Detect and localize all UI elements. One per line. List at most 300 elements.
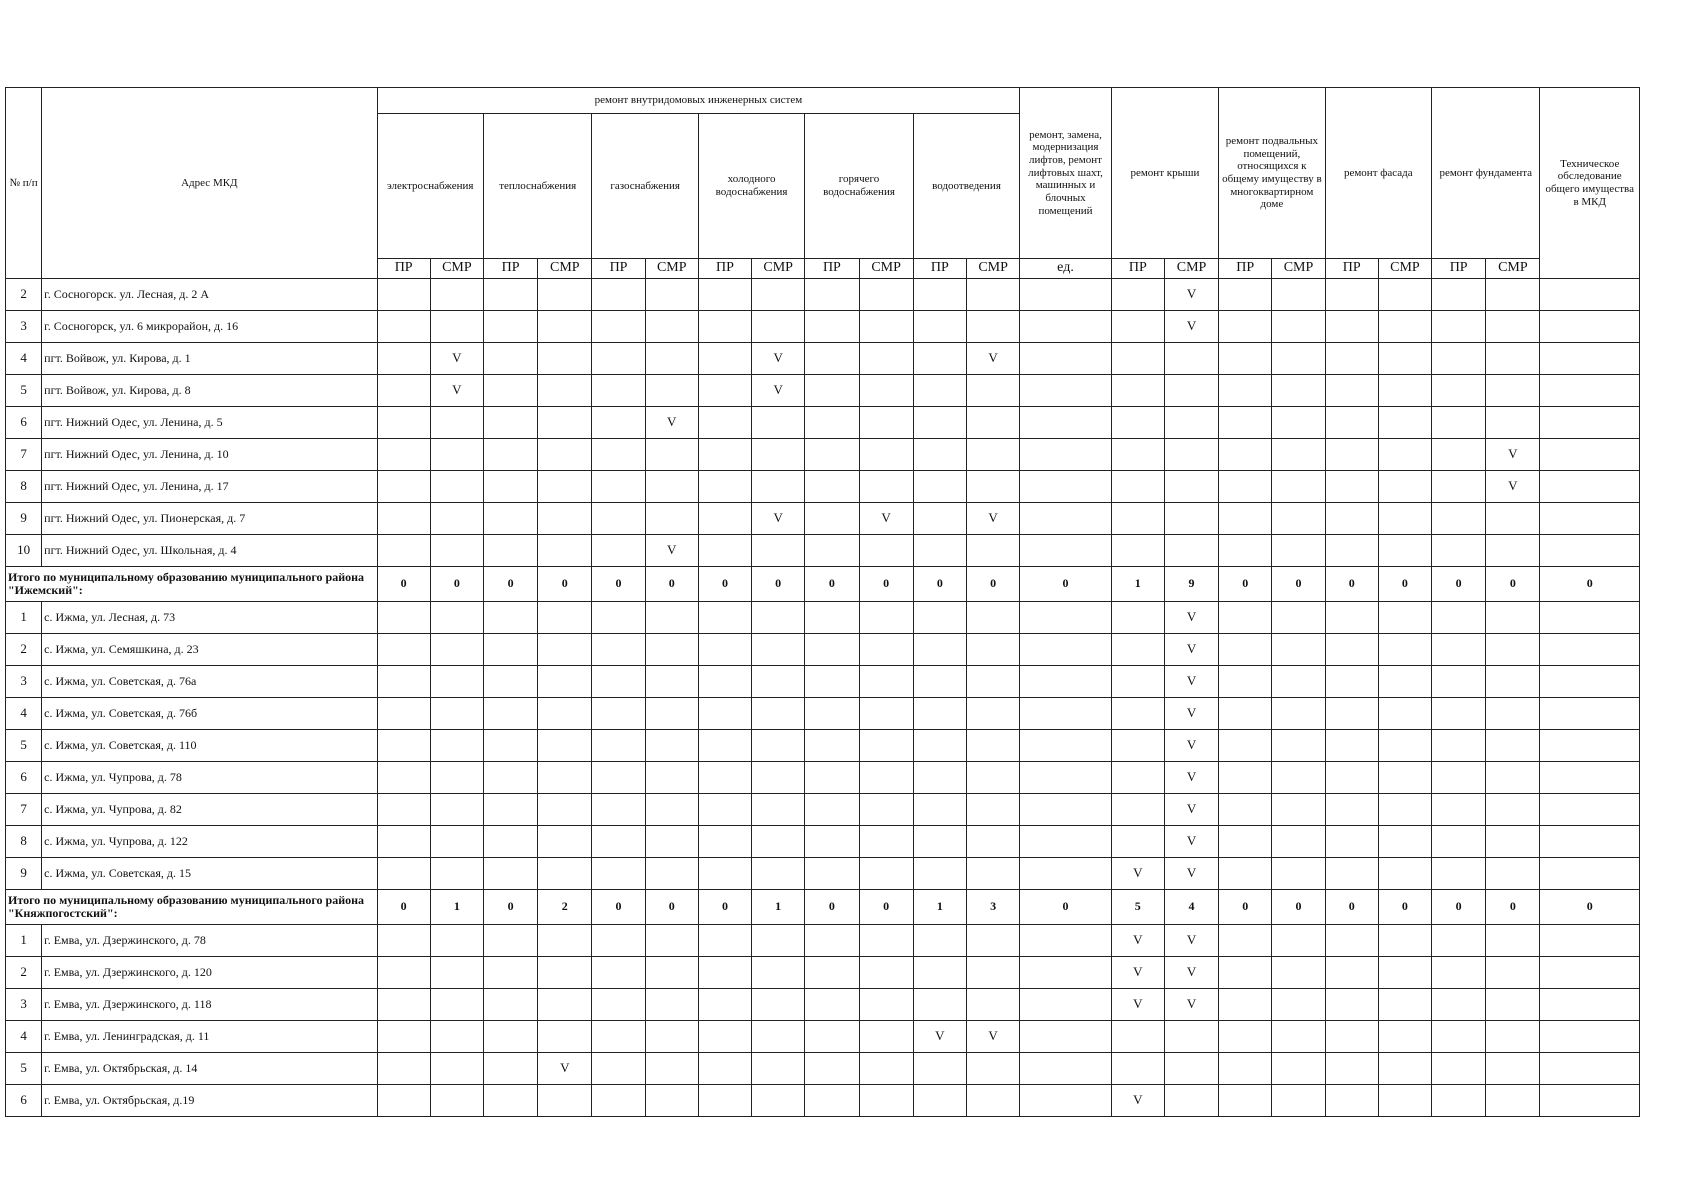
mark-cell-roof-pr: [1111, 471, 1164, 503]
mark-cell-ht-pr: [483, 375, 537, 407]
mark-cell-fc-smr: [1378, 666, 1431, 698]
mark-cell-bs-pr: [1219, 602, 1272, 634]
mark-cell-fc-pr: [1325, 1053, 1378, 1085]
mark-cell-roof-smr: [1164, 375, 1218, 407]
mark-cell-fc-smr: [1378, 1021, 1431, 1053]
mark-cell-hw-pr: [805, 730, 859, 762]
mark-cell-hw-pr: [805, 925, 859, 957]
mark-cell-hw-pr: [805, 279, 859, 311]
total-cell: 0: [805, 567, 859, 602]
mark-cell-gas-smr: [645, 666, 698, 698]
mark-cell-cw-pr: [698, 925, 751, 957]
table-row: [6, 794, 1640, 826]
mark-cell-fc-smr: [1378, 471, 1431, 503]
mark-cell-fc-pr: [1325, 407, 1378, 439]
mark-cell-wd-smr: V: [966, 1021, 1019, 1053]
mark-cell-tech: [1540, 279, 1640, 311]
mark-cell-ht-pr: [483, 989, 537, 1021]
mark-cell-roof-pr: V: [1111, 957, 1164, 989]
row-number: 10: [6, 535, 42, 567]
header-smr: СМР: [1164, 259, 1218, 279]
mark-cell-hw-pr: [805, 439, 859, 471]
header-pr: ПР: [592, 259, 645, 279]
mark-cell-lift-unit: [1020, 762, 1111, 794]
mark-cell-hw-pr: [805, 311, 859, 343]
mark-cell-roof-pr: [1111, 503, 1164, 535]
mark-cell-tech: [1540, 535, 1640, 567]
mark-cell-cw-smr: [752, 279, 805, 311]
mark-cell-lift-unit: [1020, 666, 1111, 698]
mark-cell-fd-smr: [1486, 762, 1540, 794]
mark-cell-fc-smr: [1378, 989, 1431, 1021]
mark-cell-hw-smr: [859, 989, 913, 1021]
mark-cell-hw-smr: [859, 730, 913, 762]
mark-cell-ht-smr: [538, 989, 592, 1021]
mark-cell-ht-pr: [483, 794, 537, 826]
table-row: [6, 634, 1640, 666]
mark-cell-ht-pr: [483, 826, 537, 858]
mark-cell-el-pr: [377, 1053, 430, 1085]
mark-cell-el-smr: [430, 698, 483, 730]
mark-cell-bs-pr: [1219, 375, 1272, 407]
mark-cell-wd-smr: [966, 989, 1019, 1021]
mark-cell-wd-pr: [913, 762, 966, 794]
mark-cell-hw-smr: [859, 826, 913, 858]
mark-cell-el-pr: [377, 957, 430, 989]
mark-cell-wd-smr: V: [966, 343, 1019, 375]
mark-cell-el-smr: [430, 666, 483, 698]
mark-cell-cw-smr: [752, 762, 805, 794]
mark-cell-bs-smr: [1272, 957, 1325, 989]
total-cell: 0: [538, 567, 592, 602]
mark-cell-roof-smr: V: [1164, 826, 1218, 858]
mark-cell-hw-pr: [805, 794, 859, 826]
mark-cell-wd-smr: [966, 698, 1019, 730]
mark-cell-ht-pr: [483, 925, 537, 957]
row-address: с. Ижма, ул. Чупрова, д. 82: [42, 794, 377, 826]
mark-cell-fc-pr: [1325, 989, 1378, 1021]
mark-cell-hw-pr: [805, 1053, 859, 1085]
mark-cell-roof-smr: V: [1164, 794, 1218, 826]
mark-cell-fd-smr: [1486, 858, 1540, 890]
mark-cell-hw-pr: [805, 343, 859, 375]
mark-cell-cw-smr: V: [752, 375, 805, 407]
mark-cell-roof-smr: V: [1164, 957, 1218, 989]
mark-cell-fc-smr: [1378, 503, 1431, 535]
header-pr: ПР: [483, 259, 537, 279]
total-cell: 0: [698, 890, 751, 925]
mark-cell-ht-smr: [538, 826, 592, 858]
row-address: пгт. Нижний Одес, ул. Ленина, д. 17: [42, 471, 377, 503]
mark-cell-fd-smr: [1486, 925, 1540, 957]
mark-cell-ht-smr: [538, 666, 592, 698]
mark-cell-cw-smr: [752, 1021, 805, 1053]
mark-cell-fd-pr: [1432, 762, 1486, 794]
header-roof: ремонт крыши: [1111, 88, 1218, 259]
mark-cell-ht-pr: [483, 634, 537, 666]
header-drainage: водоотведения: [913, 114, 1020, 259]
mark-cell-el-smr: [430, 826, 483, 858]
mark-cell-cw-smr: [752, 925, 805, 957]
row-address: с. Ижма, ул. Чупрова, д. 78: [42, 762, 377, 794]
mark-cell-fc-smr: [1378, 279, 1431, 311]
mark-cell-cw-smr: [752, 794, 805, 826]
header-basement: ремонт подвальных помещений, относящихся к общему имуществу в многоквартирном доме: [1219, 88, 1325, 259]
table-row: [6, 826, 1640, 858]
mark-cell-gas-smr: [645, 311, 698, 343]
mark-cell-bs-pr: [1219, 794, 1272, 826]
mark-cell-el-pr: [377, 503, 430, 535]
row-address: с. Ижма, ул. Советская, д. 76а: [42, 666, 377, 698]
mark-cell-cw-pr: [698, 730, 751, 762]
mark-cell-fc-pr: [1325, 311, 1378, 343]
mark-cell-cw-smr: [752, 1053, 805, 1085]
mark-cell-el-smr: [430, 439, 483, 471]
mark-cell-hw-smr: [859, 602, 913, 634]
mark-cell-roof-smr: V: [1164, 858, 1218, 890]
mark-cell-bs-smr: [1272, 1053, 1325, 1085]
mark-cell-ht-smr: [538, 794, 592, 826]
row-number: 3: [6, 989, 42, 1021]
table-row: [6, 1021, 1640, 1053]
mark-cell-hw-pr: [805, 634, 859, 666]
mark-cell-el-pr: [377, 666, 430, 698]
mark-cell-roof-pr: [1111, 794, 1164, 826]
mark-cell-fd-smr: [1486, 343, 1540, 375]
mark-cell-wd-pr: [913, 957, 966, 989]
mark-cell-fd-pr: [1432, 634, 1486, 666]
mark-cell-wd-smr: [966, 1085, 1019, 1117]
mark-cell-roof-smr: [1164, 407, 1218, 439]
mark-cell-wd-smr: [966, 471, 1019, 503]
mark-cell-tech: [1540, 762, 1640, 794]
mark-cell-lift-unit: [1020, 311, 1111, 343]
mark-cell-fd-pr: [1432, 375, 1486, 407]
mark-cell-fc-smr: [1378, 794, 1431, 826]
header-smr: СМР: [1486, 259, 1540, 279]
mark-cell-fd-pr: [1432, 471, 1486, 503]
mark-cell-gas-smr: [645, 925, 698, 957]
mark-cell-tech: [1540, 407, 1640, 439]
total-cell: 0: [1486, 567, 1540, 602]
mark-cell-ht-smr: [538, 925, 592, 957]
row-number: 4: [6, 1021, 42, 1053]
mark-cell-el-pr: [377, 407, 430, 439]
mark-cell-lift-unit: [1020, 989, 1111, 1021]
mark-cell-wd-pr: [913, 634, 966, 666]
mark-cell-hw-smr: [859, 343, 913, 375]
table-row: [6, 503, 1640, 535]
mark-cell-cw-pr: [698, 794, 751, 826]
mark-cell-ht-pr: [483, 698, 537, 730]
mark-cell-el-smr: [430, 730, 483, 762]
mark-cell-el-smr: [430, 311, 483, 343]
mark-cell-fd-smr: [1486, 1085, 1540, 1117]
header-heating: теплоснабжения: [483, 114, 591, 259]
mark-cell-gas-smr: [645, 471, 698, 503]
row-address: с. Ижма, ул. Советская, д. 110: [42, 730, 377, 762]
mark-cell-roof-pr: [1111, 1053, 1164, 1085]
row-number: 5: [6, 730, 42, 762]
mark-cell-hw-pr: [805, 762, 859, 794]
total-cell: 0: [483, 567, 537, 602]
header-smr: СМР: [538, 259, 592, 279]
total-cell: 0: [805, 890, 859, 925]
mark-cell-gas-smr: [645, 730, 698, 762]
mark-cell-bs-smr: [1272, 535, 1325, 567]
mark-cell-gas-pr: [592, 375, 645, 407]
mark-cell-cw-pr: [698, 1021, 751, 1053]
mark-cell-lift-unit: [1020, 503, 1111, 535]
table-row: [6, 957, 1640, 989]
mark-cell-el-pr: [377, 925, 430, 957]
mark-cell-hw-smr: [859, 375, 913, 407]
total-cell: 0: [1325, 890, 1378, 925]
mark-cell-gas-pr: [592, 794, 645, 826]
total-label: Итого по муниципальному образованию муниципального района "Ижемский":: [6, 567, 378, 602]
mark-cell-el-smr: V: [430, 343, 483, 375]
mark-cell-tech: [1540, 698, 1640, 730]
mark-cell-gas-pr: [592, 634, 645, 666]
mark-cell-fc-pr: [1325, 826, 1378, 858]
mark-cell-hw-pr: [805, 957, 859, 989]
table-row: [6, 471, 1640, 503]
table-row: [6, 698, 1640, 730]
mark-cell-roof-smr: V: [1164, 634, 1218, 666]
header-smr: СМР: [859, 259, 913, 279]
total-cell: 0: [1540, 567, 1640, 602]
mark-cell-gas-smr: [645, 1021, 698, 1053]
header-pr: ПР: [1219, 259, 1272, 279]
mark-cell-ht-pr: [483, 762, 537, 794]
mark-cell-ht-smr: [538, 343, 592, 375]
mark-cell-hw-pr: [805, 989, 859, 1021]
mark-cell-tech: [1540, 826, 1640, 858]
header-facade: ремонт фасада: [1325, 88, 1431, 259]
mark-cell-ht-pr: [483, 602, 537, 634]
mark-cell-fd-pr: [1432, 1085, 1486, 1117]
mark-cell-fc-smr: [1378, 439, 1431, 471]
mark-cell-wd-smr: [966, 279, 1019, 311]
mark-cell-lift-unit: [1020, 439, 1111, 471]
mark-cell-hw-smr: [859, 666, 913, 698]
row-number: 6: [6, 407, 42, 439]
mark-cell-lift-unit: [1020, 279, 1111, 311]
header-smr: СМР: [752, 259, 805, 279]
mark-cell-cw-pr: [698, 698, 751, 730]
mark-cell-cw-smr: [752, 535, 805, 567]
mark-cell-wd-smr: [966, 602, 1019, 634]
mark-cell-gas-smr: [645, 279, 698, 311]
mark-cell-wd-pr: [913, 439, 966, 471]
mark-cell-cw-pr: [698, 858, 751, 890]
mark-cell-fc-pr: [1325, 535, 1378, 567]
mark-cell-fc-smr: [1378, 698, 1431, 730]
mark-cell-fd-smr: [1486, 407, 1540, 439]
mark-cell-ht-smr: [538, 634, 592, 666]
row-number: 2: [6, 279, 42, 311]
mark-cell-hw-pr: [805, 858, 859, 890]
mark-cell-gas-smr: [645, 794, 698, 826]
mark-cell-fc-pr: [1325, 1021, 1378, 1053]
mark-cell-fd-smr: V: [1486, 439, 1540, 471]
mark-cell-tech: [1540, 858, 1640, 890]
mark-cell-hw-smr: [859, 1053, 913, 1085]
row-number: 4: [6, 698, 42, 730]
mark-cell-bs-smr: [1272, 439, 1325, 471]
mark-cell-tech: [1540, 1021, 1640, 1053]
mark-cell-roof-smr: V: [1164, 730, 1218, 762]
mark-cell-roof-smr: [1164, 343, 1218, 375]
mark-cell-fc-smr: [1378, 535, 1431, 567]
mark-cell-fc-smr: [1378, 826, 1431, 858]
mark-cell-ht-smr: [538, 311, 592, 343]
mark-cell-wd-smr: V: [966, 503, 1019, 535]
table-row: [6, 602, 1640, 634]
total-cell: 0: [1378, 567, 1431, 602]
total-cell: 0: [859, 567, 913, 602]
mark-cell-el-pr: [377, 439, 430, 471]
mark-cell-fd-pr: [1432, 858, 1486, 890]
table-row: [6, 1085, 1640, 1117]
mark-cell-ht-smr: [538, 471, 592, 503]
mark-cell-gas-smr: [645, 375, 698, 407]
mark-cell-gas-smr: [645, 989, 698, 1021]
mark-cell-fc-smr: [1378, 925, 1431, 957]
mark-cell-gas-pr: [592, 826, 645, 858]
mark-cell-tech: [1540, 1053, 1640, 1085]
mark-cell-ht-smr: [538, 535, 592, 567]
table-row: [6, 762, 1640, 794]
mark-cell-bs-pr: [1219, 957, 1272, 989]
mark-cell-fd-smr: [1486, 375, 1540, 407]
mark-cell-bs-pr: [1219, 471, 1272, 503]
mark-cell-fd-smr: V: [1486, 471, 1540, 503]
mark-cell-roof-pr: [1111, 602, 1164, 634]
mark-cell-cw-smr: [752, 989, 805, 1021]
mark-cell-gas-pr: [592, 666, 645, 698]
mark-cell-hw-smr: [859, 279, 913, 311]
mark-cell-el-smr: [430, 1053, 483, 1085]
total-cell: 0: [859, 890, 913, 925]
mark-cell-el-pr: [377, 989, 430, 1021]
mark-cell-el-smr: [430, 858, 483, 890]
mark-cell-fc-pr: [1325, 794, 1378, 826]
mark-cell-wd-pr: [913, 698, 966, 730]
mark-cell-hw-pr: [805, 1021, 859, 1053]
mark-cell-ht-pr: [483, 471, 537, 503]
mark-cell-lift-unit: [1020, 826, 1111, 858]
mark-cell-roof-pr: [1111, 698, 1164, 730]
mark-cell-bs-pr: [1219, 279, 1272, 311]
mark-cell-lift-unit: [1020, 535, 1111, 567]
mark-cell-hw-smr: [859, 471, 913, 503]
header-smr: СМР: [430, 259, 483, 279]
mark-cell-bs-pr: [1219, 343, 1272, 375]
mark-cell-hw-pr: [805, 602, 859, 634]
row-address: пгт. Нижний Одес, ул. Пионерская, д. 7: [42, 503, 377, 535]
mark-cell-fc-pr: [1325, 471, 1378, 503]
mark-cell-fc-pr: [1325, 730, 1378, 762]
mark-cell-gas-pr: [592, 698, 645, 730]
table-row: [6, 666, 1640, 698]
row-number: 9: [6, 503, 42, 535]
mark-cell-bs-pr: [1219, 698, 1272, 730]
mark-cell-fc-smr: [1378, 311, 1431, 343]
mark-cell-wd-pr: [913, 858, 966, 890]
mark-cell-gas-pr: [592, 503, 645, 535]
table-row: [6, 311, 1640, 343]
mark-cell-el-pr: [377, 471, 430, 503]
mark-cell-fd-pr: [1432, 730, 1486, 762]
mark-cell-ht-pr: [483, 535, 537, 567]
total-cell: 0: [1020, 567, 1111, 602]
total-cell: 0: [592, 890, 645, 925]
mark-cell-wd-smr: [966, 858, 1019, 890]
total-cell: 2: [538, 890, 592, 925]
total-cell: 0: [645, 890, 698, 925]
mark-cell-hw-pr: [805, 535, 859, 567]
row-address: г. Емва, ул. Дзержинского, д. 118: [42, 989, 377, 1021]
mark-cell-cw-pr: [698, 343, 751, 375]
mark-cell-cw-pr: [698, 666, 751, 698]
mark-cell-tech: [1540, 634, 1640, 666]
mark-cell-gas-smr: [645, 858, 698, 890]
mark-cell-fd-smr: [1486, 1053, 1540, 1085]
mark-cell-roof-pr: V: [1111, 1085, 1164, 1117]
mark-cell-gas-pr: [592, 989, 645, 1021]
total-cell: 1: [430, 890, 483, 925]
row-address: с. Ижма, ул. Советская, д. 76б: [42, 698, 377, 730]
mark-cell-roof-pr: V: [1111, 925, 1164, 957]
mark-cell-fc-smr: [1378, 634, 1431, 666]
mark-cell-cw-pr: [698, 634, 751, 666]
mark-cell-cw-pr: [698, 311, 751, 343]
mark-cell-fc-smr: [1378, 957, 1431, 989]
mark-cell-bs-pr: [1219, 858, 1272, 890]
mark-cell-hw-smr: [859, 1021, 913, 1053]
mark-cell-hw-smr: [859, 925, 913, 957]
mark-cell-el-smr: [430, 634, 483, 666]
mark-cell-gas-pr: [592, 762, 645, 794]
mark-cell-fd-pr: [1432, 602, 1486, 634]
mark-cell-wd-smr: [966, 535, 1019, 567]
total-cell: 9: [1164, 567, 1218, 602]
mark-cell-gas-pr: [592, 311, 645, 343]
mark-cell-cw-pr: [698, 407, 751, 439]
mark-cell-ht-smr: [538, 375, 592, 407]
total-cell: 1: [1111, 567, 1164, 602]
mark-cell-bs-smr: [1272, 311, 1325, 343]
mark-cell-el-pr: [377, 311, 430, 343]
mark-cell-ht-smr: [538, 407, 592, 439]
mark-cell-fd-smr: [1486, 602, 1540, 634]
table-row: [6, 535, 1640, 567]
mark-cell-ht-smr: [538, 439, 592, 471]
mark-cell-ht-smr: [538, 957, 592, 989]
mark-cell-bs-smr: [1272, 1021, 1325, 1053]
mark-cell-fc-pr: [1325, 666, 1378, 698]
mark-cell-hw-pr: [805, 503, 859, 535]
mark-cell-fd-smr: [1486, 535, 1540, 567]
mark-cell-bs-pr: [1219, 730, 1272, 762]
mark-cell-fc-smr: [1378, 762, 1431, 794]
mark-cell-fd-pr: [1432, 535, 1486, 567]
mark-cell-bs-smr: [1272, 730, 1325, 762]
mark-cell-cw-smr: V: [752, 343, 805, 375]
mark-cell-tech: [1540, 439, 1640, 471]
mark-cell-gas-smr: V: [645, 407, 698, 439]
